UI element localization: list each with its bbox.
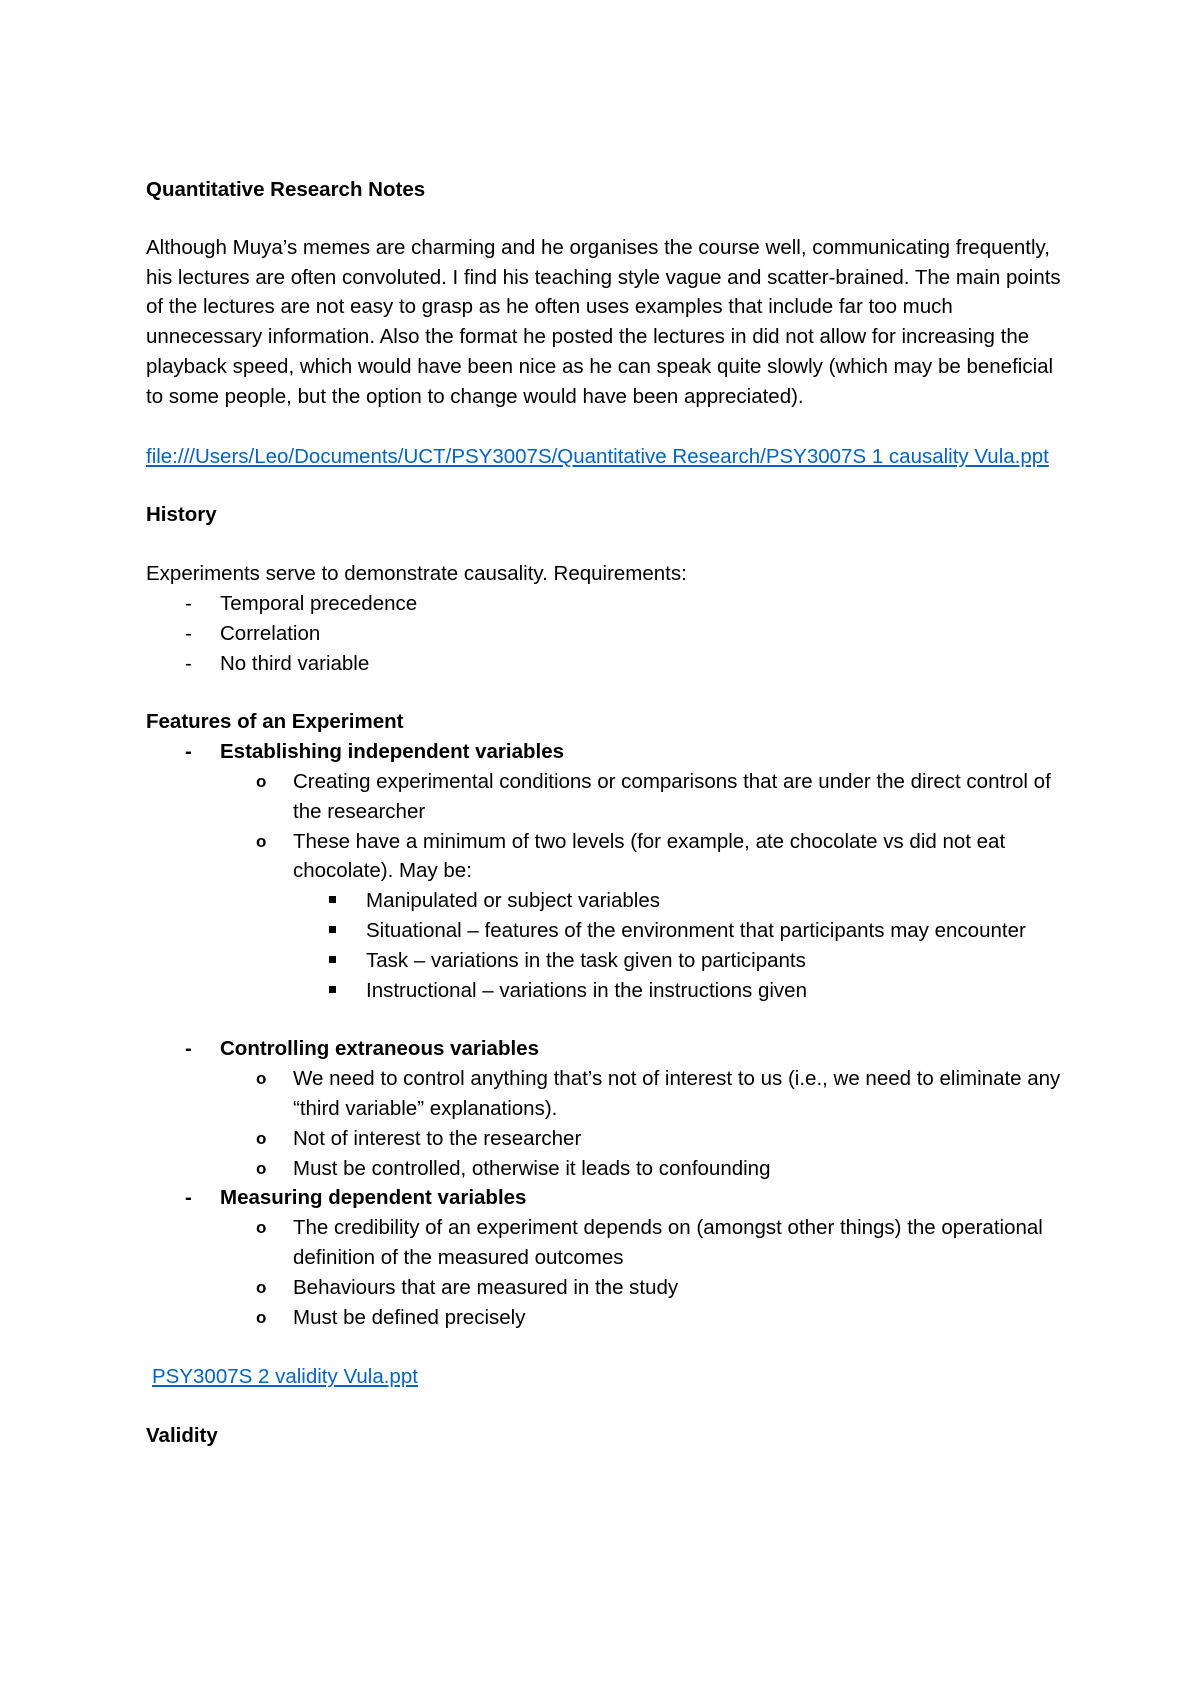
document-body [146, 175, 1066, 1451]
circle-marker: o [256, 1277, 267, 1297]
dash-marker: - [185, 1037, 192, 1061]
list-item [146, 1034, 1066, 1183]
list-item: - No third variable [146, 649, 1066, 679]
dash-marker: - [185, 621, 192, 645]
dependent-variables-list [220, 1213, 1066, 1332]
features-heading: Features of an Experiment [146, 710, 404, 734]
circle-marker: o [256, 1128, 267, 1148]
circle-marker: o [256, 1069, 267, 1089]
independent-variables-label: Establishing independent variables [220, 740, 565, 764]
circle-marker: o [256, 831, 267, 851]
list-item: o Must be controlled, otherwise it leads to confounding [220, 1154, 1066, 1184]
validity-heading: Validity [146, 1424, 218, 1448]
square-bullet-icon [329, 926, 336, 933]
list-item: o Behaviours that are measured in the study [220, 1273, 1066, 1303]
circle-marker: o [256, 1218, 267, 1238]
list-item: o Must be defined precisely [220, 1303, 1066, 1333]
list-item: - Correlation [146, 619, 1066, 649]
square-bullet-icon [329, 986, 336, 993]
validity-ppt-link[interactable]: PSY3007S 2 validity Vula.ppt [152, 1365, 418, 1389]
dash-marker: - [185, 651, 192, 675]
variable-types-list [293, 886, 1066, 1005]
list-item: o These have a minimum of two levels (for example, ate chocolate vs did not eat chocolate). May be: Manipulated or subject variables Situational – features of the environment that participants may encounter Task – variations in the task given to participants Instructional – variations in the instructions given [220, 827, 1066, 1006]
extraneous-variables-label: Controlling extraneous variables [220, 1037, 539, 1061]
spacer [220, 1005, 1066, 1034]
list-item: Situational – features of the environment that participants may encounter [293, 916, 1066, 946]
requirements-list [146, 589, 1066, 678]
list-item: o The credibility of an experiment depends on (amongst other things) the operational definition of the measured outcomes [220, 1213, 1066, 1273]
dependent-variables-label: Measuring dependent variables [220, 1186, 527, 1210]
list-item: o Not of interest to the researcher [220, 1124, 1066, 1154]
dash-marker: - [185, 1186, 192, 1210]
list-item: Task – variations in the task given to participants [293, 946, 1066, 976]
list-item: o We need to control anything that’s not of interest to us (i.e., we need to eliminate any “third variable” explanations). [220, 1064, 1066, 1124]
list-item: Manipulated or subject variables [293, 886, 1066, 916]
circle-marker: o [256, 1307, 267, 1327]
document-title: Quantitative Research Notes [146, 178, 426, 201]
list-item [146, 1183, 1066, 1332]
circle-marker: o [256, 771, 267, 791]
square-bullet-icon [329, 896, 336, 903]
independent-variables-list [220, 767, 1066, 1005]
list-item: Instructional – variations in the instructions given [293, 976, 1066, 1006]
features-list [146, 737, 1066, 1332]
dash-marker: - [185, 740, 192, 764]
causality-ppt-link[interactable]: file:///Users/Leo/Documents/UCT/PSY3007S/Quantitative Research/PSY3007S 1 causality Vula.ppt [146, 444, 1049, 468]
circle-marker: o [256, 1158, 267, 1178]
dash-marker: - [185, 591, 192, 615]
list-item: o Creating experimental conditions or comparisons that are under the direct control of the researcher [220, 767, 1066, 827]
history-heading: History [146, 503, 217, 527]
history-text: Experiments serve to demonstrate causality. Requirements: [146, 562, 687, 586]
intro-paragraph: Although Muya’s memes are charming and he organises the course well, communicating frequently, his lectures are often convoluted. I find his teaching style vague and scatter-brained. The main points of the lectures are not easy to grasp as he often uses examples that include far too much unnecessary information. Also the format he posted the lectures in did not allow for increasing the playback speed, which would have been nice as he can speak quite slowly (which may be beneficial to some people, but the option to change would have been appreciated). [146, 235, 1061, 408]
list-item: - Temporal precedence [146, 589, 1066, 619]
extraneous-variables-list [220, 1064, 1066, 1183]
list-item [146, 737, 1066, 1034]
square-bullet-icon [329, 956, 336, 963]
